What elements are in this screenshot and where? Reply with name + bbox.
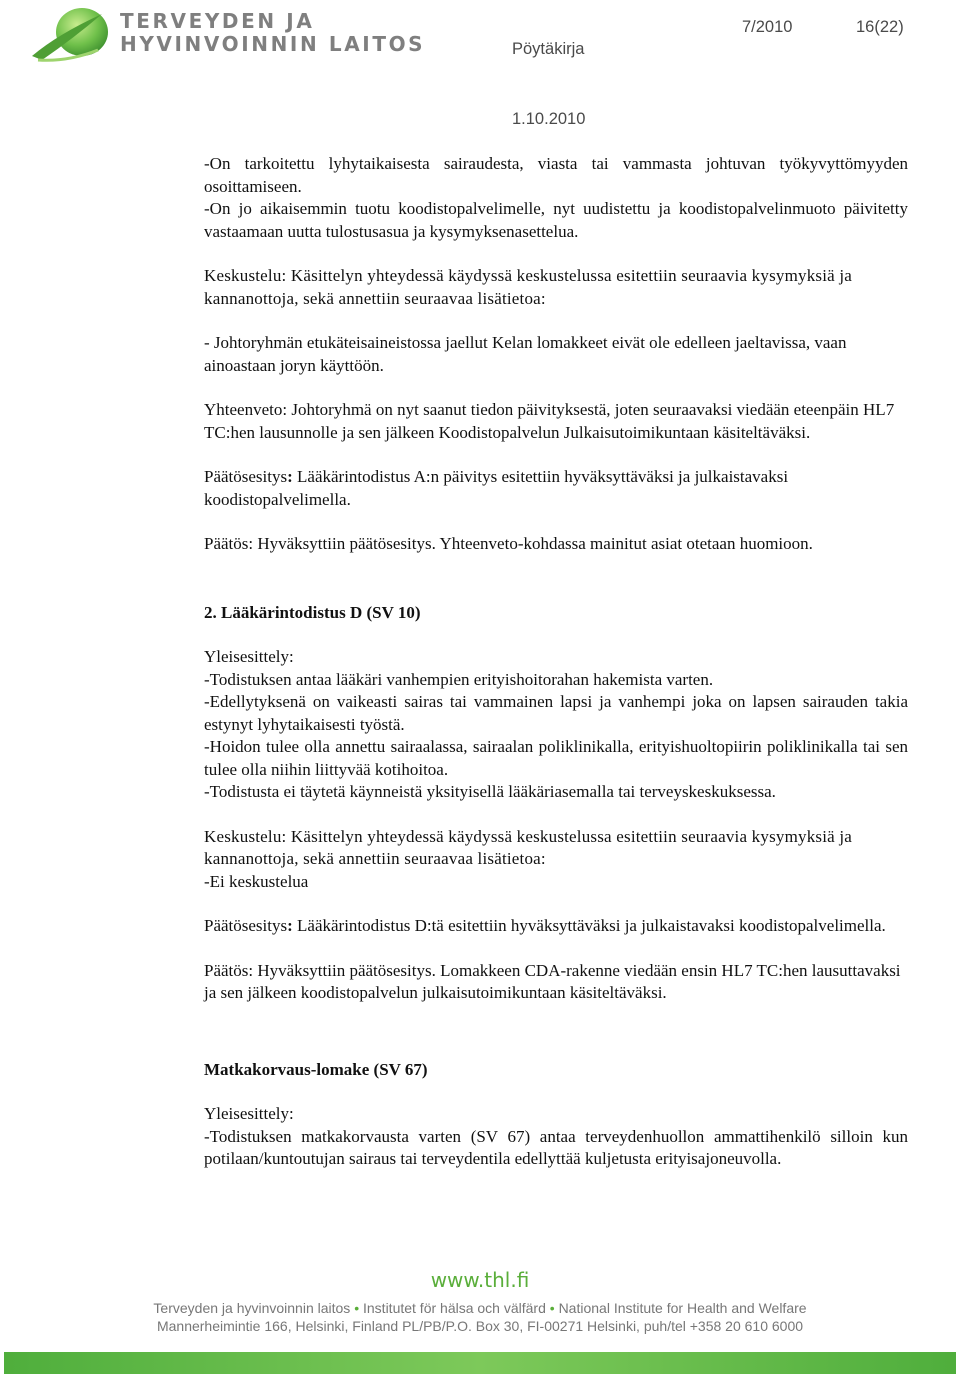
section2-item: -Edellytyksenä on vaikeasti sairas tai vammainen lapsi ja vanhempi joka on lapsen sairauden takia estynyt lyhytaikaisesti työstä. (204, 692, 908, 734)
section2-discussion-note: -Ei keskustelua (204, 871, 309, 891)
decision-proposal-label: Päätösesitys (204, 916, 288, 935)
footer-website-link[interactable]: www.thl.fi (430, 1268, 530, 1292)
paragraph-discussion: Keskustelu: Käsittelyn yhteydessä käydyssä keskustelussa esitettiin seuraavia kysymyksiä ja kannanottoja, sekä annettiin seuraavaa lisätietoa: (204, 266, 853, 308)
section-heading-2 (204, 602, 908, 625)
institute-name-sv: Institutet för hälsa och välfärd (363, 1300, 546, 1316)
paragraph-summary: Yhteenveto: Johtoryhmä on nyt saanut tiedon päivityksestä, joten seuraavaksi viedään eteenpäin HL7 TC:hen lausunnolle ja sen jälkeen Koodistopalvelun Julkaisutoimikuntaan käsiteltäväksi. (204, 400, 895, 442)
document-number: 7/2010 (742, 18, 793, 36)
decision-proposal-colon: : (287, 916, 293, 935)
section2-item: -Todistusta ei täytetä käynneistä yksityisellä lääkäriasemalla tai terveyskeskuksessa. (204, 782, 776, 801)
section-heading-3: Matkakorvaus-lomake (SV 67) (204, 1059, 428, 1079)
section-title: Lääkärintodistus D (SV 10) (221, 602, 421, 622)
section2-item: -Todistuksen antaa lääkäri vanhempien erityishoitorahan hakemista varten. (204, 669, 714, 689)
decision-proposal-colon: : (287, 467, 293, 486)
decision-proposal-label: Päätösesitys (204, 467, 288, 486)
document-body (204, 153, 908, 1171)
section3-intro-label: Yleisesittely: (204, 1104, 294, 1123)
section3-item: -Todistuksen matkakorvausta varten (SV 67) antaa terveydenhuollon ammattihenkilö silloin kun potilaan/kuntoutujan sairaus tai terveydentila edellyttää kuljetusta erityisajoneuvolla. (204, 1126, 908, 1168)
org-name-line1: TERVEYDEN JA (120, 9, 315, 33)
page-header (0, 0, 960, 140)
org-name-line2: HYVINVOINNIN LAITOS (120, 32, 426, 56)
page-number: 16(22) (856, 18, 904, 36)
section2-decision: Päätös: Hyväksyttiin päätösesitys. Lomakkeen CDA-rakenne viedään ensin HL7 TC:hen lausuttavaksi ja sen jälkeen koodistopalvelun julkaisutoimikuntaan käsiteltäväksi. (204, 960, 901, 1002)
section2-intro-label: Yleisesittely: (204, 647, 294, 666)
organization-logo-text (120, 10, 425, 56)
section2-discussion: Keskustelu: Käsittelyn yhteydessä käydyssä keskustelussa esitettiin seuraavia kysymyksiä ja kannanottoja, sekä annettiin seuraavaa lisätietoa: (204, 826, 853, 868)
paragraph-decision-proposal (204, 466, 908, 511)
document-type: Pöytäkirja (512, 40, 585, 58)
decision-proposal-text: Lääkärintodistus A:n päivitys esitettiin hyväksyttäväksi ja julkaistavaksi koodistopalvelimella. (204, 467, 789, 509)
institute-name-fi: Terveyden ja hyvinvoinnin laitos (153, 1300, 351, 1316)
footer-green-bar (4, 1352, 956, 1374)
document-date: 1.10.2010 (512, 110, 586, 128)
section-number: 2. (204, 602, 217, 622)
footer-institute-names (0, 1300, 960, 1316)
decision-proposal-text: Lääkärintodistus D:tä esitettiin hyväksyttäväksi ja julkaistavaksi koodistopalvelimella. (292, 916, 886, 935)
institute-name-en: National Institute for Health and Welfare (558, 1300, 807, 1316)
paragraph-purpose: -On tarkoitettu lyhytaikaisesta sairaudesta, viasta tai vammasta johtuvan työkyvyttömyyden osoittamiseen. (204, 154, 908, 196)
bullet-separator-icon: • (350, 1300, 363, 1316)
paragraph-decision: Päätös: Hyväksyttiin päätösesitys. Yhteenveto-kohdassa mainitut asiat otetaan huomioon. (204, 534, 813, 553)
section2-decision-proposal (204, 915, 908, 938)
paragraph-previous-version: -On jo aikaisemmin tuotu koodistopalvelimelle, nyt uudistettu ja koodistopalvelinmuoto päivitetty vastaamaan uutta tulostusasua ja kysymyksenasettelua. (204, 199, 908, 241)
thl-leaf-logo-icon (28, 4, 114, 71)
footer-address: Mannerheimintie 166, Helsinki, Finland PL/PB/P.O. Box 30, FI-00271 Helsinki, puh/tel +358 20 610 6000 (156, 1318, 804, 1334)
section2-item: -Hoidon tulee olla annettu sairaalassa, sairaalan poliklinikalla, erityishuoltopiirin poliklinikalla tai sen tulee olla niihin liittyvää kotihoitoa. (204, 737, 908, 779)
paragraph-discussion-point: - Johtoryhmän etukäteisaineistossa jaellut Kelan lomakkeet eivät ole edelleen jaeltavissa, vaan ainoastaan joryn käyttöön. (204, 333, 847, 375)
bullet-separator-icon: • (545, 1300, 559, 1316)
